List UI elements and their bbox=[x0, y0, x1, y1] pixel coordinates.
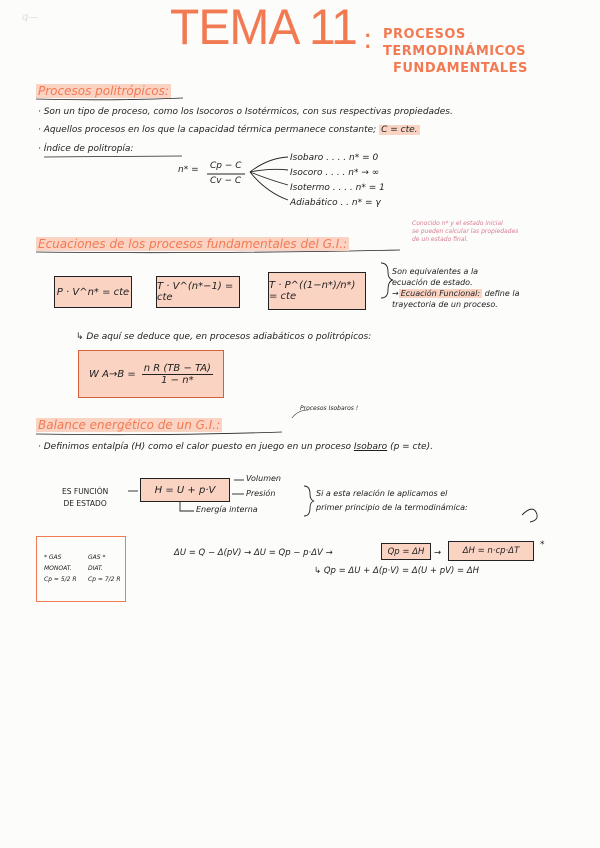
equation-tp: T · P^((1−n*)/n*) = cte bbox=[268, 272, 366, 310]
qp-derivation: ↳ Qp = ΔU + Δ(p·V) = Δ(U + pV) = ΔH bbox=[314, 566, 480, 576]
polytropic-index-numerator: Cp − C bbox=[210, 161, 242, 171]
gas-monoatomic: * GAS MONOAT. Cp = 5/2 R bbox=[44, 554, 77, 583]
gas-diatomic: GAS * DIAT. Cp = 7/2 R bbox=[88, 554, 121, 583]
case-isobaro: Isobaro . . . . n* = 0 bbox=[290, 153, 379, 163]
section-heading-politropicos: Procesos politrópicos: bbox=[38, 84, 169, 98]
page-title: TEMA 11 bbox=[170, 0, 357, 56]
isobaric-note: Procesos Isobaros ! bbox=[300, 405, 359, 412]
politropicos-bullet-1: · Son un tipo de proceso, como los Isocoros o Isotérmicos, con sus respectivas propiedades. bbox=[38, 107, 453, 117]
label-volumen: Volumen bbox=[246, 474, 281, 483]
process-cases-list bbox=[290, 151, 385, 211]
star-mark: * bbox=[540, 540, 545, 550]
state-function-label: ES FUNCIÓN DE ESTADO bbox=[62, 487, 109, 508]
subtitle-line-2: FUNDAMENTALES bbox=[393, 61, 528, 76]
politropicos-bullet-2: · Aquellos procesos en los que la capacidad térmica permanece constante; C = cte. bbox=[38, 125, 418, 135]
section-heading-balance: Balance energético de un G.I.: bbox=[38, 418, 221, 432]
title-colon: : bbox=[363, 22, 373, 55]
internal-energy-chain: ΔU = Q − Δ(pV) → ΔU = Qp − p·ΔV → bbox=[174, 548, 333, 558]
margin-note-state: Conocido n* y el estado inicial se pueden calcular las propiedades de un estado final. bbox=[412, 220, 519, 243]
first-principle-note: Si a esta relación le aplicamos el primer principio de la termodinámica: bbox=[316, 489, 468, 512]
work-fraction bbox=[142, 363, 213, 386]
balance-bullet-1: · Definimos entalpía (H) como el calor puesto en juego en un proceso Isobaro (p = cte). bbox=[38, 442, 433, 452]
deduce-line: ↳ De aquí se deduce que, en procesos adiabáticos o politrópicos: bbox=[76, 332, 372, 342]
case-adiabatico: Adiabático . . n* = γ bbox=[290, 198, 381, 208]
qp-equals-dh-box: Qp = ΔH bbox=[381, 543, 431, 560]
arrow-to-dh: → bbox=[434, 548, 442, 558]
equation-pv: P · V^n* = cte bbox=[54, 276, 132, 308]
case-isocoro: Isocoro . . . . n* → ∞ bbox=[290, 168, 380, 178]
label-presion: Presión bbox=[246, 489, 276, 498]
dh-formula-box: ΔH = n·cp·ΔT bbox=[448, 541, 534, 561]
adiabatic-work-formula bbox=[78, 350, 224, 398]
case-isotermo: Isotermo . . . . n* = 1 bbox=[290, 183, 385, 193]
work-denominator: 1 − n* bbox=[161, 374, 194, 386]
polytropic-index-denominator: Cv − C bbox=[210, 176, 242, 186]
page-subtitle bbox=[383, 26, 600, 77]
functional-equation-label: Ecuación Funcional: bbox=[400, 289, 481, 298]
work-numerator: n R (TB − TA) bbox=[143, 362, 211, 374]
polytropic-index-lhs: n* = bbox=[178, 165, 199, 175]
work-lhs: W A→B = bbox=[89, 368, 136, 380]
enthalpy-equation: H = U + p·V bbox=[140, 478, 230, 502]
equations-explanation: Son equivalentes a la ecuación de estado. → Ecuación Funcional: define la trayectoria de un proceso. bbox=[392, 267, 520, 309]
subtitle-line-1: PROCESOS TERMODINÁMICOS bbox=[383, 27, 527, 59]
section-heading-ecuaciones: Ecuaciones de los procesos fundamentales del G.I.: bbox=[38, 237, 348, 251]
corner-mark: q— bbox=[22, 12, 39, 23]
equation-tv: T · V^(n*−1) = cte bbox=[156, 276, 240, 308]
capacity-constant-highlight: C = cte. bbox=[381, 125, 418, 135]
politropicos-bullet-3: · Índice de politropía: bbox=[38, 144, 134, 154]
label-energia-interna: Energía interna bbox=[196, 505, 258, 514]
